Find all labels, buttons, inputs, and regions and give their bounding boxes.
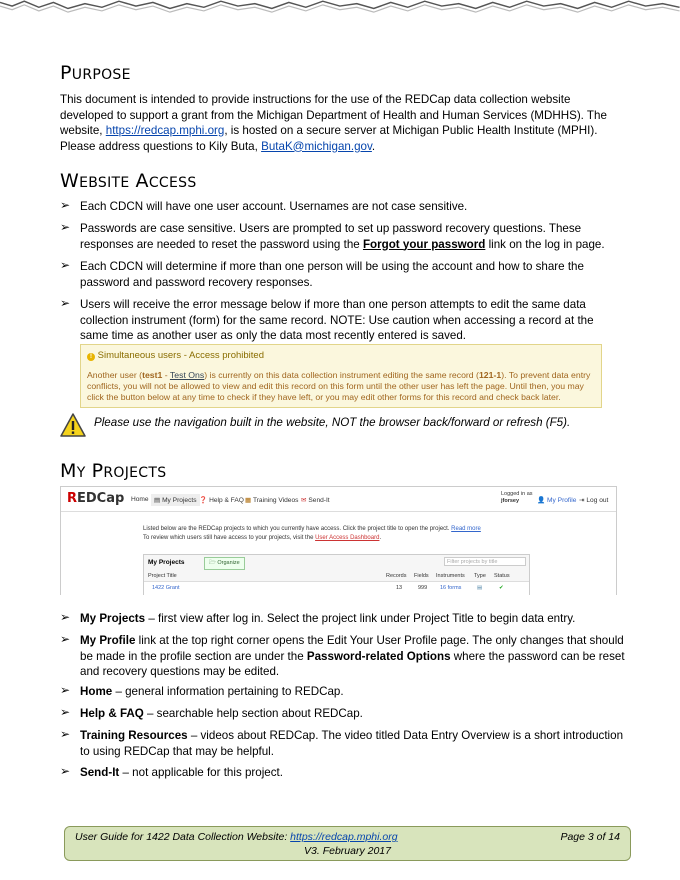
footer-version: V3. February 2017: [304, 845, 391, 857]
my-projects-heading: MY PROJECTS: [60, 460, 167, 482]
footer-guide-text: User Guide for 1422 Data Collection Website: https://redcap.mphi.org: [75, 831, 398, 843]
column-header: Project Title: [148, 573, 177, 579]
website-access-heading: WEBSITE ACCESS: [60, 170, 197, 192]
records-count: 13: [396, 585, 403, 591]
tab-send-it[interactable]: ✉ Send-It: [301, 497, 330, 504]
email-link[interactable]: ButaK@michigan.gov: [261, 139, 372, 153]
caution-icon: [60, 412, 86, 438]
arrow-bullet-icon: ➢: [60, 198, 71, 212]
tab-my-projects[interactable]: ▤ My Projects: [151, 494, 200, 506]
arrow-bullet-icon: ➢: [60, 683, 71, 697]
projects-intro: Listed below are the REDCap projects to which you currently have access. Click the project title to open the project. Read more To review which users still have access to your projects, visit the User Access Dashboard.: [143, 526, 481, 541]
status-ok-icon: ✔: [499, 585, 504, 591]
logged-in-label: Logged in as jforsey: [501, 491, 533, 504]
warning-title: Simultaneous users - Access prohibited: [97, 350, 264, 361]
arrow-bullet-icon: ➢: [60, 220, 71, 234]
redcap-screenshot: [60, 486, 617, 595]
organize-button[interactable]: 🗁 Organize: [204, 557, 245, 570]
arrow-bullet-icon: ➢: [60, 727, 71, 741]
arrow-bullet-icon: ➢: [60, 705, 71, 719]
redcap-logo: REDCap: [67, 491, 125, 506]
page-footer: [64, 826, 631, 861]
redcap-navbar: [61, 487, 616, 512]
user-access-dashboard-link[interactable]: User Access Dashboard: [315, 535, 380, 541]
arrow-bullet-icon: ➢: [60, 258, 71, 272]
panel-title: My Projects: [148, 559, 185, 566]
arrow-bullet-icon: ➢: [60, 296, 71, 310]
warning-body: Another user (test1 - Test Ons) is currently on this data collection instrument editing the same record (121-1). To prevent data entry conflicts, you will not be allowed to view and edit this record on this form until the other user has left the page. Until then, you may click the button below at any time to check if they have left, or you may edit other forms for this record and check back later.: [87, 370, 591, 402]
column-header: Status: [494, 573, 510, 579]
project-link-1422-grant[interactable]: 1422 Grant: [152, 585, 180, 591]
filter-projects-input[interactable]: Filter projects by title: [444, 557, 526, 566]
column-header: Fields: [414, 573, 429, 579]
column-header: Instruments: [436, 573, 465, 579]
purpose-heading: PURPOSE: [60, 62, 131, 84]
instruments-count: 16 forms: [440, 585, 462, 591]
my-projects-panel: [143, 554, 530, 595]
column-header: Type: [474, 573, 486, 579]
purpose-paragraph: This document is intended to provide instructions for the use of the REDCap data collection website developed to support a grant from the Michigan Department of Health and Human Services (MDHHS). The website, https://redcap.mphi.org, is hosted on a secure server at Michigan Public Health Institute (MPHI). Please address questions to Kily Buta, ButaK@michigan.gov.: [60, 93, 607, 153]
arrow-bullet-icon: ➢: [60, 764, 71, 778]
tab-help-faq[interactable]: ❓ Help & FAQ: [199, 497, 244, 504]
simultaneous-users-warning: [80, 344, 602, 408]
fields-count: 999: [418, 585, 428, 591]
torn-edge-decoration: [0, 0, 680, 15]
my-profile-link[interactable]: 👤 My Profile: [537, 497, 577, 504]
arrow-bullet-icon: ➢: [60, 610, 71, 624]
project-type-icon: ▤: [477, 585, 483, 591]
document-page: PURPOSE This document is intended to provide instructions for the use of the REDCap data collection website developed to support a grant from the Michigan Department of Health and Human Services (MDHHS). The website, https://redcap.mphi.org, is hosted on a secure server at Michigan Public Health Institute (MPHI). Please address questions to Kily Buta, ButaK@michigan.gov. WEBSITE ACCESS ➢ Each CDCN will have one user account. Usernames are not case sensitive. ➢ Passwords are case sensitive. Users are prompted to set up password recovery questions. These responses are needed to reset the password using the Forgot your password link on the log in page. ➢ Each CDCN will determine if more than one person will be using the account and how to share the password and password recovery responses. ➢ Users will receive the error message below if more than one person attempts to edit the same data collection instrument (form) for the same record. NOTE: Use caution when accessing a record at the same time as another user as only the data most recently entered is saved. ! Simultaneous users - Access prohibited Another user (test1 - Test Ons) is currently on this data collection instrument editing the same record (121-1). To prevent data entry conflicts, you will not be allowed to view and edit this record on this form until the other user has left the page. Until then, you may click the button below at any time to check if they have left, or you may edit other forms for this record and check back later. Please use the navigation built in the website, NOT the browser back/forward or refresh (F5). MY PROJECTS REDCap Home ▤ My Projects ❓ Help & FAQ ▦ Training Videos ✉ Send-It Logged in as jforsey 👤 My Profile ⇥ Log out Listed below are the REDCap projects to which you currently have access. Click the project title to open the project. Read more To review which users still have access to your projects, visit the User Access Dashboard. My Projects 🗁 Organize Filter projects by title Project Title Records Fields Instruments Type Status 1422 Grant 13 999 16 forms ▤ ✔ ➢ My Projects – first view after log in. Select the project link under Project Title to begin data entry. ➢ My Profile link at the top right corner opens the Edit Your User Profile page. The only changes that should be made in the profile section are under the Password-related Options where the password can be reset and recovery questions may be edited. ➢ Home – general information pertaining to REDCap. ➢ Help & FAQ – searchable help section about REDCap. ➢ Training Resources – videos about REDCap. The video titled Data Entry Overview is a short introduction to using REDCap that may be helpful. ➢ Send-It – not applicable for this project. User Guide for 1422 Data Collection Website: https://redcap.mphi.org Page 3 of 14 V3. February 2017: [0, 0, 680, 880]
column-header: Records: [386, 573, 407, 579]
redcap-link[interactable]: https://redcap.mphi.org: [105, 124, 225, 137]
footer-redcap-link[interactable]: https://redcap.mphi.org: [290, 831, 398, 843]
page-number: Page 3 of 14: [560, 831, 620, 843]
tab-home[interactable]: Home: [131, 496, 149, 503]
warning-circle-icon: !: [87, 353, 95, 361]
arrow-bullet-icon: ➢: [60, 632, 71, 646]
log-out-link[interactable]: ⇥ Log out: [579, 497, 609, 504]
tab-training-videos[interactable]: ▦ Training Videos: [245, 497, 299, 504]
caution-note: Please use the navigation built in the website, NOT the browser back/forward or refresh (F5).: [94, 416, 571, 429]
read-more-link[interactable]: Read more: [451, 526, 481, 532]
